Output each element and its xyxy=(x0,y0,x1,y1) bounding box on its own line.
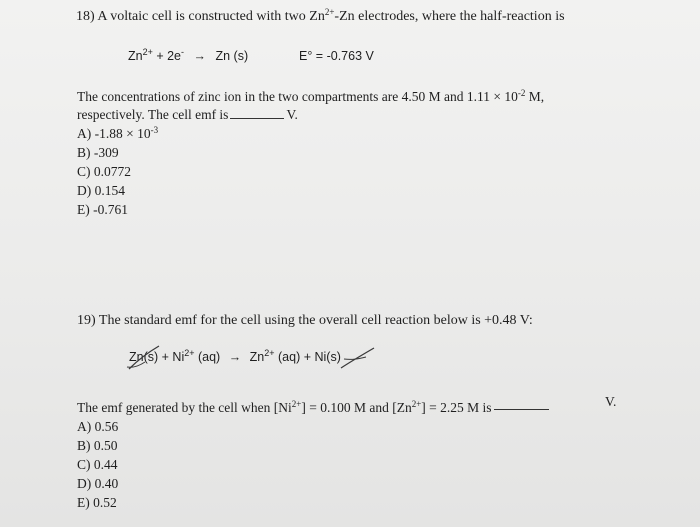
strike-mark-zn xyxy=(125,343,165,373)
q18-option-e: E) -0.761 xyxy=(77,202,128,217)
q18-option-a: A) $-1.88 \times 10^{-3}$ xyxy=(77,125,159,141)
q18-body-line2: respectively. The cell emf is V. xyxy=(77,107,298,122)
q18-option-c: C) 0.0772 xyxy=(77,164,131,179)
q19-body-end: V. xyxy=(605,394,617,409)
reaction-arrow-icon: → xyxy=(193,49,206,63)
q18-option-d: D) 0.154 xyxy=(77,183,125,198)
q19-cell-reaction: $Zn(s) + Ni^{2+}$ $(aq) \to Zn^{2+}$ (aq) + Ni(s) xyxy=(129,348,341,364)
answer-blank xyxy=(494,401,549,410)
answer-blank xyxy=(230,108,284,119)
reaction-arrow-icon: → xyxy=(228,350,242,364)
q19-body-line: The emf generated by the cell when $[Ni^{2+}] = 0.100$ M and $[Zn^{2+}] = 2.25$ M is xyxy=(77,400,549,416)
q18-standard-potential: E° = -0.763 V xyxy=(299,49,374,63)
q18-option-b: B) -309 xyxy=(77,145,119,160)
q18-header: 18) A voltaic cell is constructed with two $Zn^{2+}-Zn$ electrodes, where the half-reaction is xyxy=(76,7,565,24)
q19-option-e: E) 0.52 xyxy=(77,495,117,510)
q19-option-a: A) 0.56 xyxy=(77,419,119,434)
q19-header: 19) The standard emf for the cell using the overall cell reaction below is +0.48 V: xyxy=(77,313,533,328)
q19-option-b: B) 0.50 xyxy=(77,438,118,453)
strike-mark-ni xyxy=(338,346,380,374)
q19-option-c: C) 0.44 xyxy=(77,457,118,472)
q18-half-reaction: $Zn^{2+} + 2e^- \to Zn$ (s) xyxy=(128,47,249,63)
q19-option-d: D) 0.40 xyxy=(77,476,119,491)
q18-body-line1: The concentrations of zinc ion in the two compartments are 4.50 M and $1.11 \times 10^{-2}$ M, xyxy=(77,88,545,104)
